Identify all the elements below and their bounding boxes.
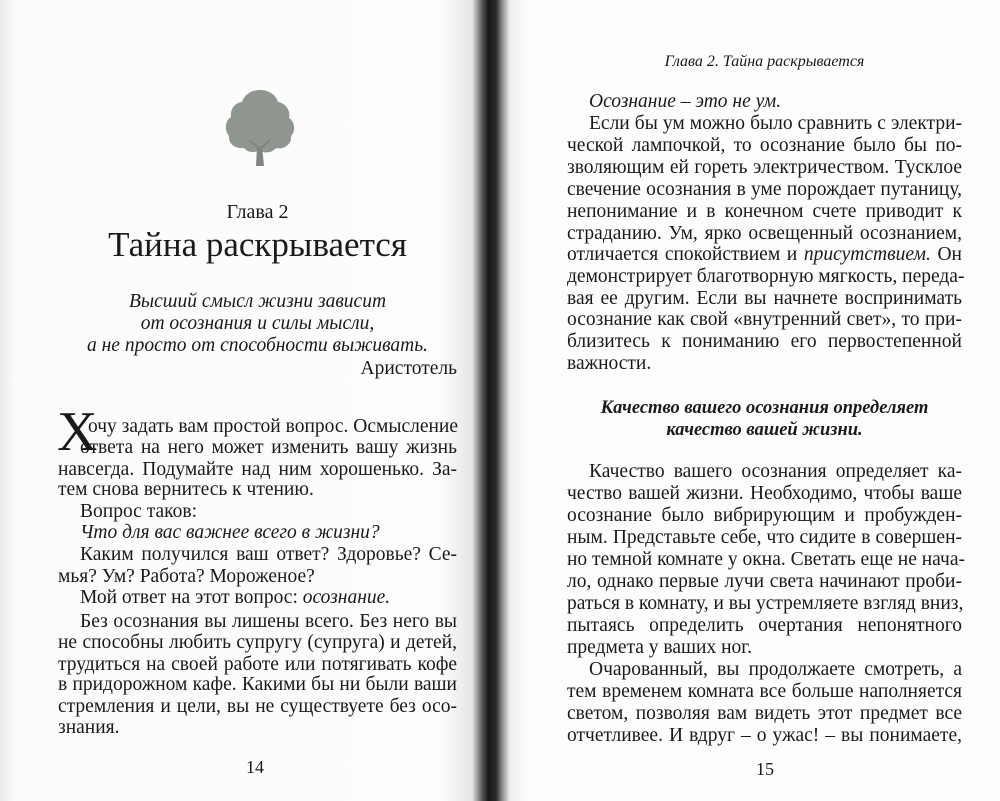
body-line: трудиться на своей работе или потягивать кофе — [58, 654, 457, 675]
body-text: Он — [930, 244, 962, 265]
body-line: непонимание и в конечном счете приводит к — [567, 201, 962, 222]
body-line: отчетливее. И вдруг – о ужас! – вы понимаете, — [567, 725, 962, 746]
body-line: вая ее другим. Если вы начнете воспринимать — [567, 288, 962, 309]
body-line: навсегда. Подумайте над ним хорошенько. За- — [58, 459, 457, 480]
body-line: осознание было вибрирующим и пробужден- — [567, 505, 962, 526]
body-line: стремления и цели, вы не существуете без осо- — [58, 696, 457, 717]
body-text: отличается спокойствием и — [567, 244, 804, 265]
body-line: тем временем комната все больше наполняется — [567, 681, 962, 702]
body-line: ческой лампочкой, то осознание было бы по- — [567, 135, 962, 156]
epigraph-line: Высший смысл жизни зависит — [128, 291, 387, 312]
subheading-line: качество вашей жизни. — [666, 420, 863, 440]
tree-icon — [222, 86, 298, 168]
drop-cap: Х — [57, 401, 98, 463]
body-line: Без осознания вы лишены всего. Без него вы — [80, 611, 457, 632]
body-line: предмета у ваших ног. — [567, 637, 752, 658]
body-line: Если бы ум можно было сравнить с электри- — [589, 113, 962, 134]
body-line: страданию. Ум, ярко освещенный осознанием, — [567, 223, 962, 244]
chapter-label: Глава 2 — [226, 201, 289, 223]
emphasis-text: осознание. — [302, 587, 391, 608]
body-line — [80, 587, 457, 609]
body-line: Осознание – это не ум. — [589, 91, 782, 112]
body-line — [567, 244, 962, 266]
body-line: Качество вашего осознания определяет ка- — [589, 461, 962, 482]
body-line: Вопрос таков: — [80, 501, 197, 522]
body-line: свечение осознания в уме порождает путаницу, — [567, 179, 962, 200]
body-line: мья? Ум? Работа? Мороженое? — [58, 566, 315, 587]
body-line: чество вашей жизни. Необходимо, чтобы ваше — [567, 483, 962, 504]
body-text: Мой ответ на этот вопрос: — [80, 587, 303, 608]
body-line: в придорожном кафе. Какими бы ни были ваши — [58, 674, 457, 695]
page-number: 14 — [246, 757, 264, 777]
right-page — [488, 0, 1000, 801]
body-line: Очарованный, вы продолжаете смотреть, а — [589, 659, 962, 680]
body-line: но темной комнате у окна. Светать еще не нача- — [567, 549, 965, 570]
body-line: знания. — [58, 717, 120, 738]
subheading-line: Качество вашего осознания определяет — [600, 398, 929, 418]
epigraph-line: а не просто от способности выживать. — [86, 335, 429, 356]
body-line: тем снова вернитесь к чтению. — [58, 479, 314, 500]
body-line: пытаясь определить очертания непонятного — [567, 615, 962, 636]
epigraph-author: Аристотель — [360, 358, 457, 379]
page-number: 15 — [756, 759, 774, 779]
body-line: важности. — [567, 353, 652, 374]
epigraph-line: от осознания и силы мысли, — [140, 313, 375, 334]
body-line: ответа на него может изменить вашу жизнь — [80, 437, 457, 458]
chapter-title: Тайна раскрывается — [108, 225, 407, 264]
body-line: зволяющим ей гореть электричеством. Тусклое — [567, 157, 962, 178]
body-line: демонстрирует благотворную мягкость, переда- — [567, 266, 965, 287]
emphasis-text: присутствием. — [803, 244, 931, 265]
body-line: не способны любить супругу (супруга) и детей, — [58, 632, 457, 653]
body-line: осознание как свой «внутренний свет», то при- — [567, 309, 962, 330]
body-line: ло, однако первые лучи света начинают проби- — [567, 571, 962, 592]
body-line: светом, позволяя вам видеть этот предмет все — [567, 703, 962, 724]
running-header: Глава 2. Тайна раскрывается — [664, 53, 865, 70]
body-line: Каким получился ваш ответ? Здоровье? Се- — [80, 544, 457, 565]
body-line: очу задать вам простой вопрос. Осмысление — [88, 416, 459, 437]
left-page — [0, 0, 488, 801]
body-line: близитесь к пониманию его первостепенной — [567, 331, 962, 352]
question-line: Что для вас важнее всего в жизни? — [80, 522, 380, 543]
body-line: раться в комнату, и вы устремляете взгляд вниз, — [567, 593, 964, 614]
body-line: ным. Представьте себе, что сидите в совершен- — [567, 527, 962, 548]
